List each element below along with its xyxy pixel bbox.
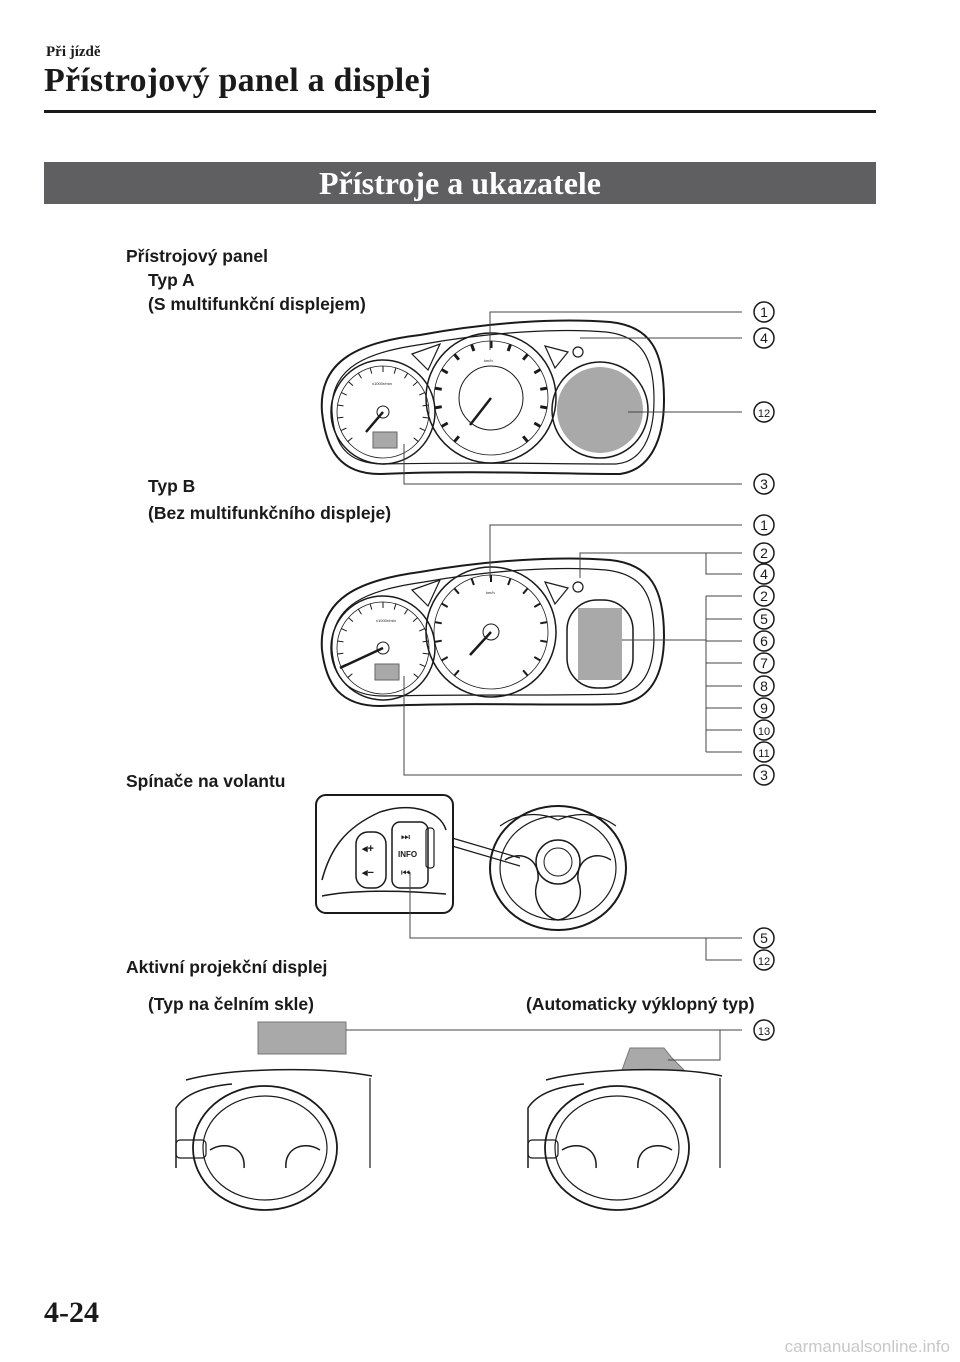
hud-windshield-label: (Typ na čelním skle) xyxy=(148,994,314,1014)
type-b-label: Typ B xyxy=(148,476,196,496)
gauge-tick xyxy=(419,393,424,396)
leaders-type-b xyxy=(404,525,742,775)
callout-number: 2 xyxy=(760,545,768,561)
rpm-unit-b: x1000r/min xyxy=(376,618,396,623)
gauge-tick xyxy=(423,641,429,642)
hud-illustrations xyxy=(176,1022,722,1210)
gauge-tick xyxy=(414,438,419,442)
gauge-tick xyxy=(420,664,425,666)
gauge-tick xyxy=(338,641,344,642)
gauge-tick xyxy=(454,588,458,593)
callout-number: 6 xyxy=(760,633,768,649)
gauge-tick xyxy=(413,618,418,622)
gauge-tick xyxy=(341,393,346,396)
svg-text:⏭: ⏭ xyxy=(401,832,410,843)
multi-display-a xyxy=(557,367,643,453)
gauge-tick xyxy=(540,641,547,642)
gauge-tick xyxy=(404,609,407,614)
callout-number: 3 xyxy=(760,767,768,783)
gauge-tick xyxy=(454,354,458,359)
callout-number: 8 xyxy=(760,678,768,694)
info-switch-text: INFO xyxy=(398,850,418,859)
page-number: 4-24 xyxy=(44,1296,99,1329)
type-a-label: Typ A xyxy=(148,270,195,290)
callout-number: 4 xyxy=(760,566,768,582)
callout-number: 3 xyxy=(760,476,768,492)
gauge-tick xyxy=(534,604,540,608)
steering-switch-detail xyxy=(316,795,626,930)
gauge-tick xyxy=(419,629,424,632)
hud-popup-display xyxy=(622,1048,684,1070)
gauge-tick xyxy=(540,388,547,389)
gauge-tick xyxy=(337,653,343,654)
callout-number: 2 xyxy=(760,588,768,604)
callout-number: 11 xyxy=(758,748,770,760)
warning-display-b xyxy=(375,664,399,680)
type-a-note: (S multifunkční displejem) xyxy=(148,294,366,314)
callout-number: 12 xyxy=(757,408,771,420)
display-b xyxy=(578,608,622,680)
gauge-tick xyxy=(508,578,510,585)
gauge-tick xyxy=(348,618,353,622)
page-title: Přístrojový panel a displej xyxy=(44,62,432,99)
callout-number: 12 xyxy=(757,956,771,968)
gauge-tick xyxy=(337,417,343,418)
gauge-tick xyxy=(423,405,429,406)
rpm-unit-a: x1000r/min xyxy=(372,381,392,386)
gauge-tick xyxy=(534,370,540,374)
section-banner: Přístroje a ukazatele xyxy=(44,162,876,204)
leaders-steering xyxy=(410,872,742,960)
gauge-tick xyxy=(341,428,346,430)
callout-number: 5 xyxy=(760,930,768,946)
gauge-tick xyxy=(540,622,547,623)
gauge-tick xyxy=(454,670,458,675)
site-watermark: carmanualsonline.info xyxy=(784,1337,950,1356)
hud-windshield-display xyxy=(258,1022,346,1054)
gauge-tick xyxy=(540,407,547,408)
gauge-tick xyxy=(472,578,474,585)
gauge-tick xyxy=(523,354,527,359)
callout-number: 5 xyxy=(760,611,768,627)
cluster-type-a xyxy=(322,321,664,474)
gauge-tick xyxy=(394,604,396,610)
gauge-tick xyxy=(413,382,418,386)
callout-number: 1 xyxy=(760,304,768,320)
gauge-tick xyxy=(534,423,540,427)
svg-text:◂+: ◂+ xyxy=(362,843,374,855)
gauge-tick xyxy=(414,674,419,678)
gauge-tick xyxy=(348,382,353,386)
steering-label: Spínače na volantu xyxy=(126,771,286,791)
gauge-tick xyxy=(472,344,474,351)
gauge-tick xyxy=(523,436,527,441)
svg-text:⏮: ⏮ xyxy=(401,868,410,879)
callout-number: 7 xyxy=(760,655,768,671)
speed-unit-b: km/h xyxy=(486,590,495,595)
gauge-tick xyxy=(442,604,448,608)
switch-inset-frame xyxy=(316,795,453,913)
gauge-tick xyxy=(435,641,442,642)
callout-number: 4 xyxy=(760,330,768,346)
gauge-tick xyxy=(435,622,442,623)
hud-label: Aktivní projekční displej xyxy=(126,957,328,977)
gauge-tick xyxy=(534,657,540,661)
steering-wheel xyxy=(490,806,626,930)
gauge-tick xyxy=(435,388,442,389)
gauge-tick xyxy=(338,405,344,406)
breadcrumb: Při jízdě xyxy=(46,44,101,60)
gauge-tick xyxy=(435,407,442,408)
panel-heading: Přístrojový panel xyxy=(126,246,268,266)
gauge-tick xyxy=(341,629,346,632)
gauge-tick xyxy=(348,674,353,678)
gauge-tick xyxy=(454,436,458,441)
cluster-type-b xyxy=(322,559,664,707)
speed-unit-a: km/h xyxy=(484,358,493,363)
gauge-tick xyxy=(404,373,407,378)
callout-markers xyxy=(754,302,774,1040)
type-b-note: (Bez multifunkčního displeje) xyxy=(148,503,392,523)
gauge-tick xyxy=(370,604,372,610)
hud-popup-label: (Automaticky výklopný typ) xyxy=(526,994,755,1014)
gauge-tick xyxy=(523,588,527,593)
warning-display-a xyxy=(373,432,397,448)
callout-number: 13 xyxy=(757,1026,771,1038)
gauge-tick xyxy=(442,657,448,661)
gauge-tick xyxy=(423,417,429,418)
gauge-tick xyxy=(442,370,448,374)
gauge-tick xyxy=(358,609,361,614)
gauge-tick xyxy=(442,423,448,427)
callout-number: 1 xyxy=(760,517,768,533)
gauge-tick xyxy=(508,344,510,351)
gauge-tick xyxy=(358,373,361,378)
leaders-hud xyxy=(346,1030,742,1060)
gauge-tick xyxy=(423,653,429,654)
svg-text:◂−: ◂− xyxy=(362,867,374,879)
gauge-tick xyxy=(420,428,425,430)
gauge-tick xyxy=(370,368,372,374)
callout-number: 10 xyxy=(757,726,771,738)
callout-number: 9 xyxy=(760,700,768,716)
gauge-tick xyxy=(523,670,527,675)
gauge-tick xyxy=(348,438,353,442)
gauge-tick xyxy=(394,368,396,374)
